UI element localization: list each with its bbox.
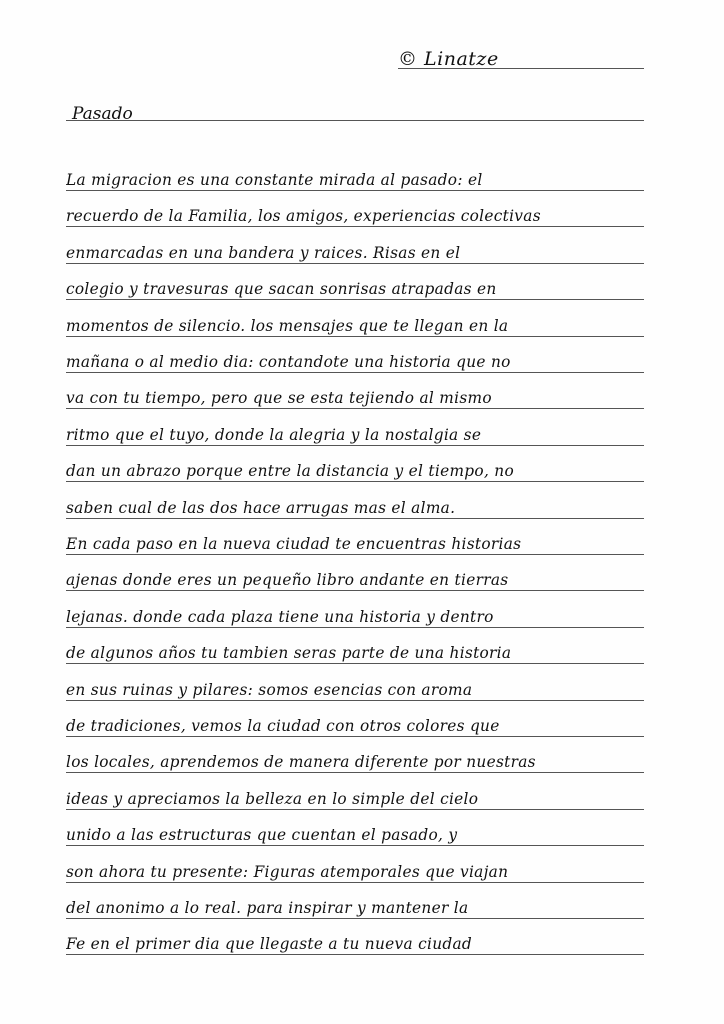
text-line: de tradiciones, vemos la ciudad con otros colores que (66, 717, 500, 735)
text-line: momentos de silencio. los mensajes que te llegan en la (66, 316, 509, 335)
text-line: lejanas. donde cada plaza tiene una historia y dentro (66, 607, 494, 626)
text-line: recuerdo de la Familia, los amigos, experiencias colectivas (66, 207, 541, 226)
text-line: colegio y travesuras que sacan sonrisas atrapadas en (66, 280, 497, 299)
text-line: En cada paso en la nueva ciudad te encuentras historias (66, 535, 522, 553)
text-line: los locales, aprendemos de manera diferente por nuestras (66, 753, 536, 772)
text-line: ritmo que el tuyo, donde la alegria y la nostalgia se (66, 425, 482, 444)
page-title: Pasado (72, 104, 133, 124)
title-rule (66, 120, 644, 121)
text-line: en sus ruinas y pilares: somos esencias con aroma (66, 680, 473, 699)
text-line: enmarcadas en una bandera y raices. Risas en el (66, 243, 461, 262)
text-line: de algunos años tu tambien seras parte de una historia (66, 644, 512, 663)
text-line: mañana o al medio dia: contandote una historia que no (66, 353, 511, 371)
text-line: del anonimo a lo real. para inspirar y mantener la (66, 899, 469, 917)
text-line: unido a las estructuras que cuentan el pasado, y (66, 826, 458, 845)
text-line: dan un abrazo porque entre la distancia y el tiempo, no (66, 462, 515, 481)
text-line: saben cual de las dos hace arrugas mas el alma. (66, 498, 456, 517)
text-line: son ahora tu presente: Figuras atemporales que viajan (66, 862, 509, 881)
text-line: ajenas donde eres un pequeño libro andante en tierras (66, 571, 509, 590)
text-line: La migracion es una constante mirada al pasado: el (66, 171, 483, 189)
text-line: ideas y apreciamos la belleza en lo simple del cielo (66, 789, 479, 808)
text-line: va con tu tiempo, pero que se esta tejiendo al mismo (66, 389, 492, 408)
text-line: Fe en el primer dia que llegaste a tu nueva ciudad (66, 935, 473, 954)
author-signature: © Linatze (398, 48, 499, 70)
